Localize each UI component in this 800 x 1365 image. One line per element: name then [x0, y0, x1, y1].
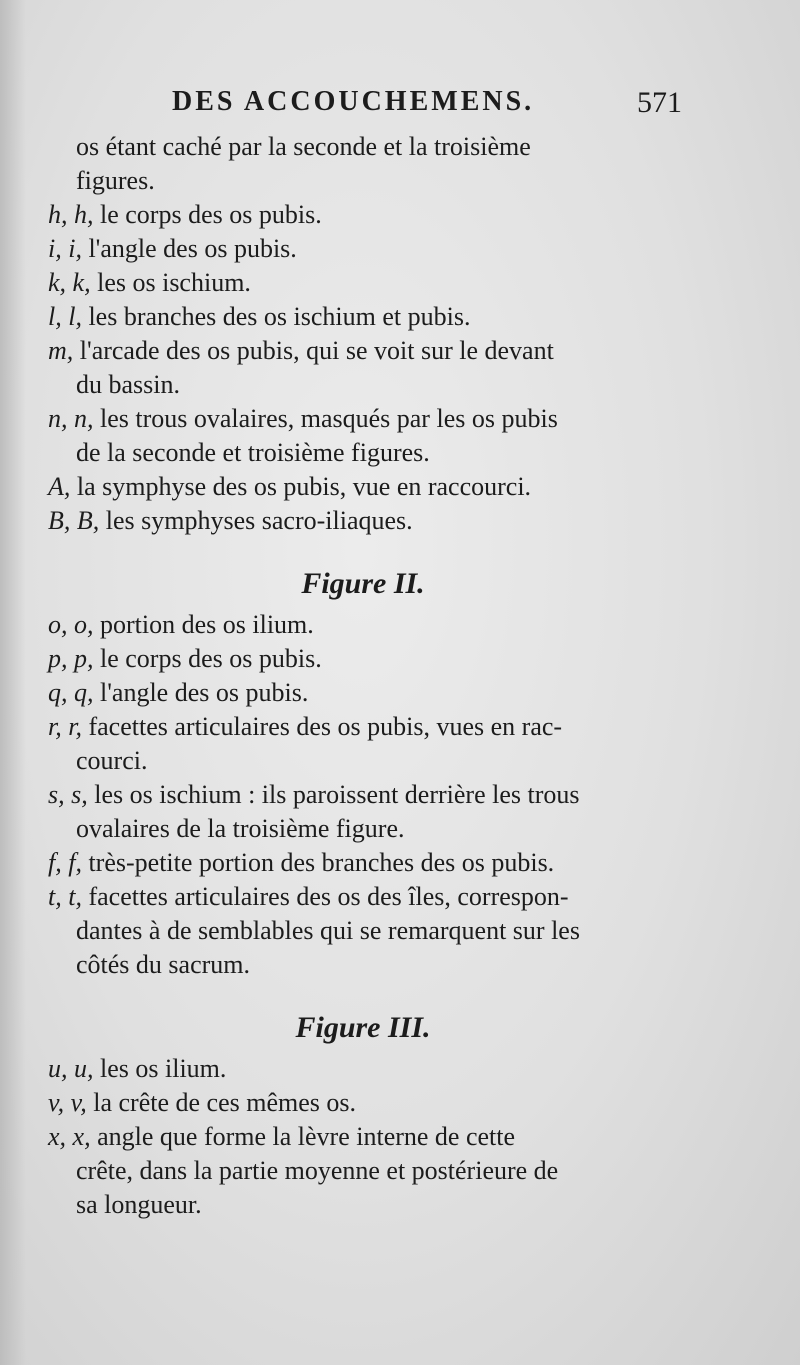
legend-entry	[48, 642, 678, 676]
text-line: sa longueur.	[76, 1190, 202, 1219]
legend-entry	[48, 470, 678, 504]
legend-letters: m,	[48, 336, 74, 365]
text-line: dantes à de semblables qui se remarquent sur les	[76, 916, 580, 945]
legend-letters: p, p,	[48, 644, 94, 673]
running-title: DES ACCOUCHEMENS.	[172, 86, 535, 117]
legend-text: angle que forme la lèvre interne de cette	[90, 1122, 516, 1151]
text-line: ovalaires de la troisième figure.	[76, 814, 405, 843]
legend-entry	[48, 266, 678, 300]
legend-entry	[48, 198, 678, 232]
legend-entry	[48, 334, 678, 368]
legend-letters: t, t,	[48, 882, 82, 911]
text-line: côtés du sacrum.	[76, 950, 251, 979]
figure-ii-heading: Figure II.	[301, 567, 425, 600]
legend-letters: q, q,	[48, 678, 94, 707]
page-edge-shadow	[0, 0, 26, 1365]
legend-text: facettes articulaires des os pubis, vues en rac-	[81, 712, 563, 741]
legend-letters: h, h,	[48, 200, 94, 229]
legend-entry	[48, 402, 678, 436]
legend-entry	[48, 1052, 678, 1086]
legend-letters: o, o,	[48, 610, 94, 639]
legend-letters: f, f,	[48, 848, 82, 877]
legend-text: les trous ovalaires, masqués par les os pubis	[93, 404, 558, 433]
legend-entry	[48, 1120, 678, 1154]
legend-text: le corps des os pubis.	[93, 200, 322, 229]
legend-text: le corps des os pubis.	[93, 644, 322, 673]
legend-entry	[48, 710, 678, 744]
legend-letters: s, s,	[48, 780, 88, 809]
legend-text: facettes articulaires des os des îles, correspon-	[81, 882, 569, 911]
figure-iii-heading: Figure III.	[295, 1011, 431, 1044]
legend-text: les branches des os ischium et pubis.	[81, 302, 471, 331]
page-number: 571	[637, 86, 682, 119]
legend-text: les os ischium : ils paroissent derrière les trous	[87, 780, 580, 809]
legend-letters: r, r,	[48, 712, 82, 741]
legend-entry	[48, 846, 678, 880]
text-line: courci.	[76, 746, 148, 775]
text-line: de la seconde et troisième figures.	[76, 438, 430, 467]
legend-text: la crête de ces mêmes os.	[86, 1088, 357, 1117]
legend-text: les os ilium.	[93, 1054, 227, 1083]
legend-entry	[48, 1086, 678, 1120]
legend-entry	[48, 676, 678, 710]
legend-text: l'arcade des os pubis, qui se voit sur le devant	[73, 336, 554, 365]
text-line: os étant caché par la seconde et la troisième	[76, 132, 531, 161]
legend-text: très-petite portion des branches des os pubis.	[81, 848, 555, 877]
page-header	[172, 86, 692, 126]
legend-entry	[48, 880, 678, 914]
legend-text: les symphyses sacro-iliaques.	[99, 506, 413, 535]
legend-letters: u, u,	[48, 1054, 94, 1083]
legend-text: la symphyse des os pubis, vue en raccourci.	[70, 472, 532, 501]
section-gap	[48, 982, 678, 1004]
legend-letters: x, x,	[48, 1122, 91, 1151]
legend-text: les os ischium.	[90, 268, 251, 297]
legend-letters: k, k,	[48, 268, 91, 297]
legend-letters: v, v,	[48, 1088, 87, 1117]
legend-entry	[48, 608, 678, 642]
legend-letters: A,	[48, 472, 71, 501]
text-line: du bassin.	[76, 370, 180, 399]
text-line: crête, dans la partie moyenne et postérieure de	[76, 1156, 559, 1185]
body-text	[48, 130, 678, 1222]
legend-text: l'angle des os pubis.	[81, 234, 297, 263]
legend-text: portion des os ilium.	[93, 610, 314, 639]
legend-letters: i, i,	[48, 234, 82, 263]
legend-text: l'angle des os pubis.	[93, 678, 309, 707]
legend-letters: B, B,	[48, 506, 100, 535]
legend-entry	[48, 504, 678, 538]
legend-entry	[48, 300, 678, 334]
text-line: figures.	[76, 166, 155, 195]
legend-letters: n, n,	[48, 404, 94, 433]
legend-entry	[48, 232, 678, 266]
legend-letters: l, l,	[48, 302, 82, 331]
section-gap	[48, 538, 678, 560]
legend-entry	[48, 778, 678, 812]
